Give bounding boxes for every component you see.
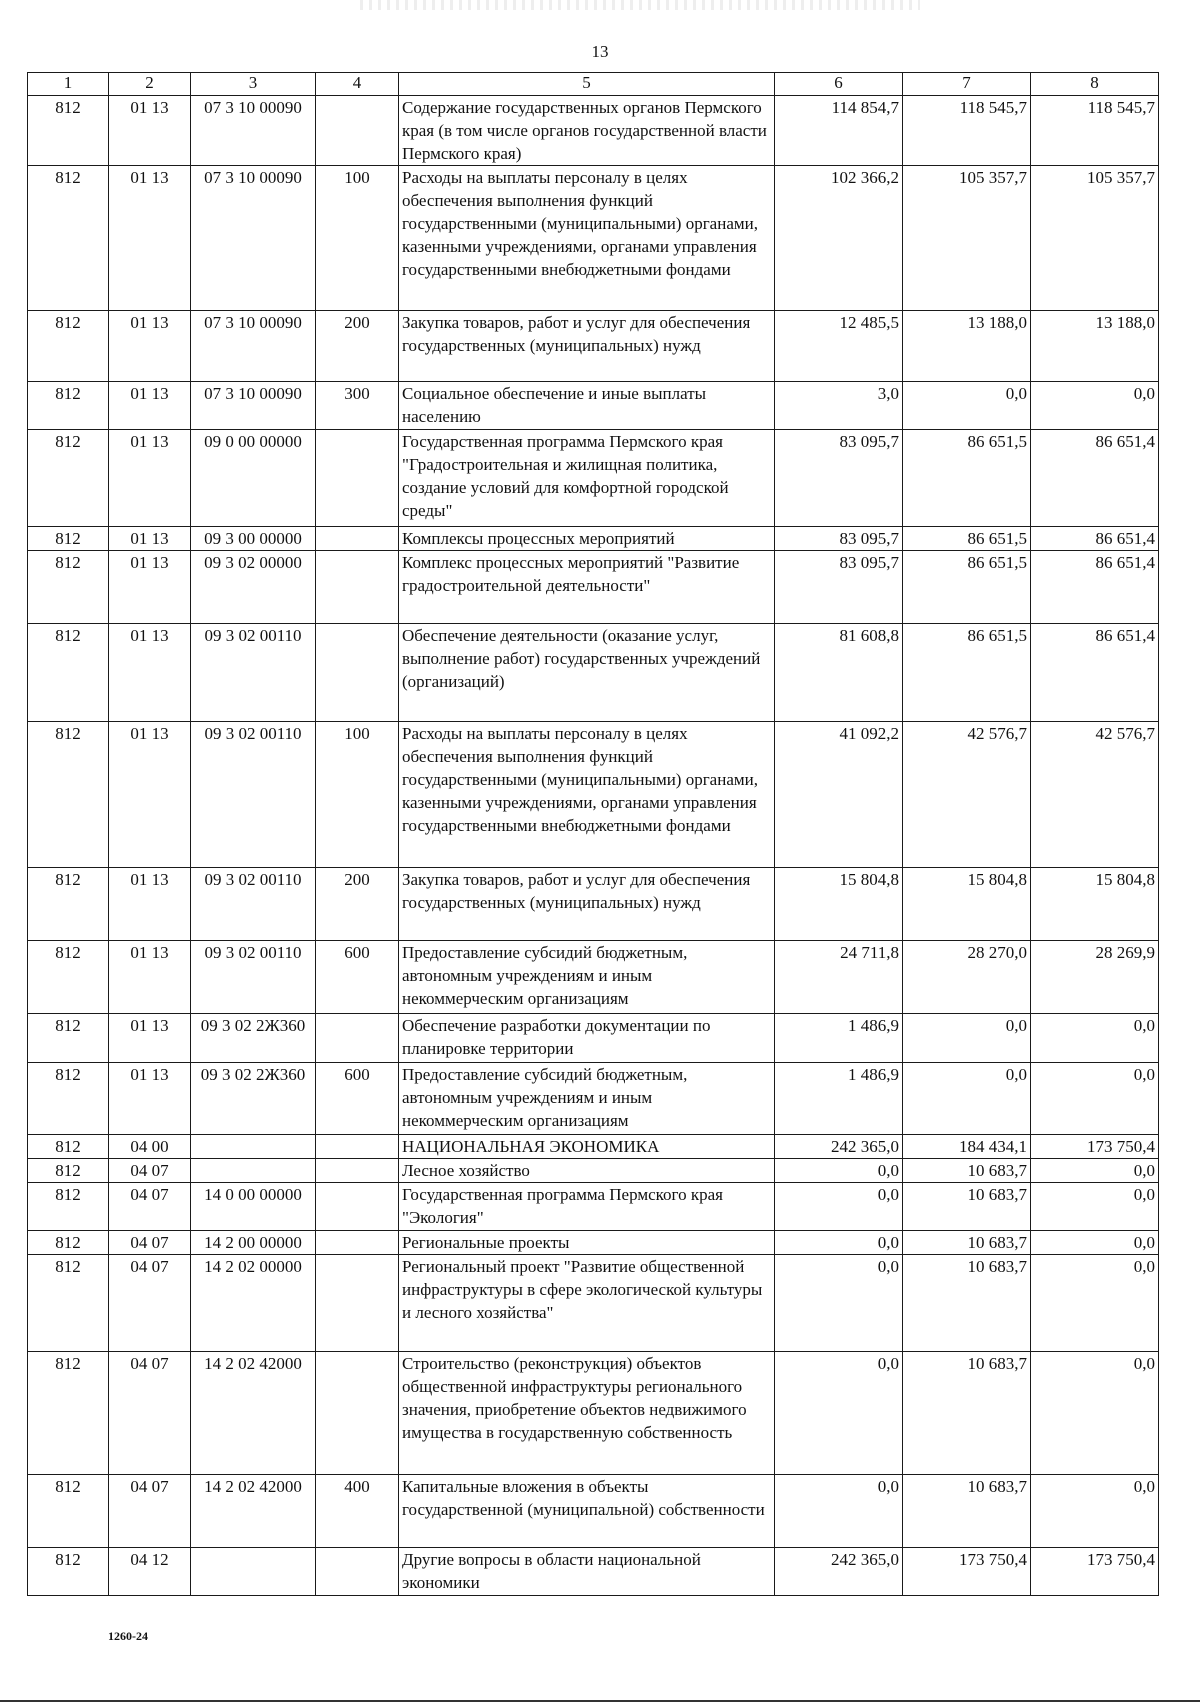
table-row [28, 96, 1159, 166]
budget-table [27, 72, 1159, 1596]
cell-section-code: 01 13 [109, 722, 191, 868]
cell-target-code [191, 1159, 316, 1183]
cell-ministry-code: 812 [28, 551, 109, 624]
cell-description: Лесное хозяйство [399, 1159, 775, 1183]
cell-expense-type [316, 1135, 399, 1159]
table-header-row [28, 73, 1159, 96]
column-header: 7 [903, 73, 1031, 96]
table-row [28, 311, 1159, 382]
cell-expense-type: 200 [316, 868, 399, 941]
table-row [28, 1183, 1159, 1231]
table-row [28, 166, 1159, 311]
cell-amount-col6: 12 485,5 [775, 311, 903, 382]
cell-expense-type: 600 [316, 1063, 399, 1135]
cell-expense-type: 600 [316, 941, 399, 1014]
cell-section-code: 01 13 [109, 311, 191, 382]
table-row [28, 1231, 1159, 1255]
cell-expense-type [316, 430, 399, 527]
cell-amount-col7: 10 683,7 [903, 1231, 1031, 1255]
cell-amount-col7: 173 750,4 [903, 1548, 1031, 1596]
cell-amount-col6: 242 365,0 [775, 1135, 903, 1159]
cell-ministry-code: 812 [28, 941, 109, 1014]
cell-target-code: 09 3 02 00000 [191, 551, 316, 624]
cell-target-code: 14 2 02 42000 [191, 1352, 316, 1475]
cell-amount-col8: 86 651,4 [1031, 551, 1159, 624]
cell-amount-col7: 10 683,7 [903, 1159, 1031, 1183]
column-header: 4 [316, 73, 399, 96]
cell-section-code: 01 13 [109, 868, 191, 941]
cell-amount-col7: 10 683,7 [903, 1183, 1031, 1231]
cell-description: Расходы на выплаты персоналу в целях обеспечения выполнения функций государственными (муниципальными) органами, казенными учреждениями, органами управления государственными внебюджетными фондами [399, 166, 775, 311]
page-number: 13 [591, 42, 609, 61]
cell-amount-col7: 0,0 [903, 1063, 1031, 1135]
cell-amount-col6: 83 095,7 [775, 527, 903, 551]
table-row [28, 527, 1159, 551]
cell-ministry-code: 812 [28, 382, 109, 430]
cell-target-code: 09 3 02 00110 [191, 941, 316, 1014]
cell-ministry-code: 812 [28, 1135, 109, 1159]
cell-ministry-code: 812 [28, 1231, 109, 1255]
cell-amount-col7: 13 188,0 [903, 311, 1031, 382]
cell-amount-col6: 83 095,7 [775, 551, 903, 624]
cell-amount-col6: 0,0 [775, 1475, 903, 1548]
cell-expense-type [316, 551, 399, 624]
cell-amount-col8: 173 750,4 [1031, 1548, 1159, 1596]
cell-expense-type [316, 1255, 399, 1352]
table-row [28, 1063, 1159, 1135]
cell-description: Комплексы процессных мероприятий [399, 527, 775, 551]
cell-target-code: 14 2 00 00000 [191, 1231, 316, 1255]
cell-section-code: 01 13 [109, 1063, 191, 1135]
cell-amount-col6: 102 366,2 [775, 166, 903, 311]
cell-section-code: 04 07 [109, 1183, 191, 1231]
cell-section-code: 04 07 [109, 1352, 191, 1475]
cell-ministry-code: 812 [28, 1159, 109, 1183]
cell-amount-col7: 118 545,7 [903, 96, 1031, 166]
cell-amount-col8: 0,0 [1031, 382, 1159, 430]
table-row [28, 1014, 1159, 1063]
cell-target-code: 09 3 02 00110 [191, 624, 316, 722]
cell-expense-type [316, 1352, 399, 1475]
cell-target-code: 14 2 02 42000 [191, 1475, 316, 1548]
cell-amount-col6: 83 095,7 [775, 430, 903, 527]
column-header: 8 [1031, 73, 1159, 96]
table-row [28, 1159, 1159, 1183]
column-header: 3 [191, 73, 316, 96]
cell-amount-col7: 0,0 [903, 1014, 1031, 1063]
cell-expense-type [316, 624, 399, 722]
cell-amount-col8: 0,0 [1031, 1231, 1159, 1255]
cell-ministry-code: 812 [28, 624, 109, 722]
scan-artifact [360, 0, 920, 10]
cell-amount-col7: 42 576,7 [903, 722, 1031, 868]
cell-amount-col8: 13 188,0 [1031, 311, 1159, 382]
cell-description: Капитальные вложения в объекты государственной (муниципальной) собственности [399, 1475, 775, 1548]
cell-ministry-code: 812 [28, 1352, 109, 1475]
table-row [28, 1475, 1159, 1548]
cell-description: Региональный проект "Развитие общественной инфраструктуры в сфере экологической культуры и лесного хозяйства" [399, 1255, 775, 1352]
cell-description: Комплекс процессных мероприятий "Развитие градостроительной деятельности" [399, 551, 775, 624]
cell-expense-type [316, 1014, 399, 1063]
cell-amount-col6: 41 092,2 [775, 722, 903, 868]
cell-amount-col8: 0,0 [1031, 1014, 1159, 1063]
cell-target-code: 09 3 00 00000 [191, 527, 316, 551]
table-row [28, 430, 1159, 527]
scan-edge-line [0, 1700, 1200, 1702]
cell-amount-col8: 0,0 [1031, 1255, 1159, 1352]
column-header: 2 [109, 73, 191, 96]
column-header: 6 [775, 73, 903, 96]
cell-amount-col8: 86 651,4 [1031, 430, 1159, 527]
cell-amount-col8: 0,0 [1031, 1183, 1159, 1231]
cell-description: Другие вопросы в области национальной экономики [399, 1548, 775, 1596]
table-row [28, 868, 1159, 941]
cell-amount-col6: 1 486,9 [775, 1014, 903, 1063]
cell-target-code: 09 3 02 2Ж360 [191, 1014, 316, 1063]
table-row [28, 941, 1159, 1014]
cell-section-code: 01 13 [109, 551, 191, 624]
cell-section-code: 04 00 [109, 1135, 191, 1159]
cell-section-code: 04 07 [109, 1255, 191, 1352]
cell-expense-type [316, 1548, 399, 1596]
cell-target-code: 07 3 10 00090 [191, 166, 316, 311]
cell-ministry-code: 812 [28, 430, 109, 527]
table-row [28, 1548, 1159, 1596]
cell-expense-type [316, 96, 399, 166]
cell-amount-col6: 0,0 [775, 1159, 903, 1183]
cell-amount-col6: 0,0 [775, 1255, 903, 1352]
cell-amount-col6: 15 804,8 [775, 868, 903, 941]
cell-amount-col6: 242 365,0 [775, 1548, 903, 1596]
cell-section-code: 01 13 [109, 382, 191, 430]
cell-description: НАЦИОНАЛЬНАЯ ЭКОНОМИКА [399, 1135, 775, 1159]
document-code: 1260-24 [108, 1629, 148, 1643]
cell-expense-type [316, 1231, 399, 1255]
cell-section-code: 01 13 [109, 96, 191, 166]
cell-ministry-code: 812 [28, 1475, 109, 1548]
cell-section-code: 01 13 [109, 527, 191, 551]
cell-amount-col6: 1 486,9 [775, 1063, 903, 1135]
cell-target-code: 09 3 02 00110 [191, 868, 316, 941]
cell-ministry-code: 812 [28, 527, 109, 551]
cell-target-code: 09 3 02 00110 [191, 722, 316, 868]
cell-amount-col8: 105 357,7 [1031, 166, 1159, 311]
cell-section-code: 01 13 [109, 166, 191, 311]
table-row [28, 1135, 1159, 1159]
cell-expense-type: 400 [316, 1475, 399, 1548]
cell-expense-type [316, 1183, 399, 1231]
cell-description: Закупка товаров, работ и услуг для обеспечения государственных (муниципальных) нужд [399, 868, 775, 941]
cell-amount-col7: 86 651,5 [903, 624, 1031, 722]
cell-section-code: 01 13 [109, 1014, 191, 1063]
cell-amount-col8: 28 269,9 [1031, 941, 1159, 1014]
cell-target-code: 09 3 02 2Ж360 [191, 1063, 316, 1135]
cell-ministry-code: 812 [28, 96, 109, 166]
cell-amount-col8: 173 750,4 [1031, 1135, 1159, 1159]
cell-section-code: 01 13 [109, 430, 191, 527]
cell-description: Закупка товаров, работ и услуг для обеспечения государственных (муниципальных) нужд [399, 311, 775, 382]
cell-section-code: 04 07 [109, 1231, 191, 1255]
cell-amount-col8: 0,0 [1031, 1063, 1159, 1135]
cell-section-code: 04 07 [109, 1475, 191, 1548]
cell-amount-col6: 24 711,8 [775, 941, 903, 1014]
cell-amount-col7: 86 651,5 [903, 430, 1031, 527]
cell-amount-col7: 10 683,7 [903, 1352, 1031, 1475]
cell-amount-col6: 0,0 [775, 1183, 903, 1231]
cell-target-code: 07 3 10 00090 [191, 311, 316, 382]
table-row [28, 1255, 1159, 1352]
cell-section-code: 01 13 [109, 624, 191, 722]
cell-section-code: 01 13 [109, 941, 191, 1014]
cell-amount-col7: 15 804,8 [903, 868, 1031, 941]
cell-description: Обеспечение разработки документации по планировке территории [399, 1014, 775, 1063]
cell-target-code: 07 3 10 00090 [191, 96, 316, 166]
cell-amount-col7: 10 683,7 [903, 1255, 1031, 1352]
cell-amount-col8: 42 576,7 [1031, 722, 1159, 868]
cell-amount-col6: 114 854,7 [775, 96, 903, 166]
cell-amount-col7: 86 651,5 [903, 527, 1031, 551]
cell-ministry-code: 812 [28, 722, 109, 868]
cell-description: Содержание государственных органов Пермского края (в том числе органов государственной власти Пермского края) [399, 96, 775, 166]
cell-target-code [191, 1135, 316, 1159]
cell-expense-type [316, 1159, 399, 1183]
column-header: 1 [28, 73, 109, 96]
cell-ministry-code: 812 [28, 1255, 109, 1352]
cell-description: Социальное обеспечение и иные выплаты населению [399, 382, 775, 430]
cell-amount-col7: 105 357,7 [903, 166, 1031, 311]
cell-amount-col8: 0,0 [1031, 1159, 1159, 1183]
cell-ministry-code: 812 [28, 311, 109, 382]
column-header: 5 [399, 73, 775, 96]
cell-amount-col8: 15 804,8 [1031, 868, 1159, 941]
cell-ministry-code: 812 [28, 1063, 109, 1135]
cell-description: Обеспечение деятельности (оказание услуг, выполнение работ) государственных учреждений (организаций) [399, 624, 775, 722]
cell-target-code: 14 0 00 00000 [191, 1183, 316, 1231]
cell-description: Региональные проекты [399, 1231, 775, 1255]
cell-ministry-code: 812 [28, 1183, 109, 1231]
table-row [28, 722, 1159, 868]
cell-target-code: 14 2 02 00000 [191, 1255, 316, 1352]
cell-description: Государственная программа Пермского края "Градостроительная и жилищная политика, создание условий для комфортной городской среды" [399, 430, 775, 527]
cell-amount-col7: 10 683,7 [903, 1475, 1031, 1548]
cell-amount-col6: 3,0 [775, 382, 903, 430]
cell-amount-col7: 184 434,1 [903, 1135, 1031, 1159]
cell-target-code [191, 1548, 316, 1596]
table-row [28, 1352, 1159, 1475]
cell-amount-col7: 0,0 [903, 382, 1031, 430]
cell-amount-col8: 0,0 [1031, 1475, 1159, 1548]
table-row [28, 624, 1159, 722]
cell-section-code: 04 07 [109, 1159, 191, 1183]
cell-description: Предоставление субсидий бюджетным, автономным учреждениям и иным некоммерческим организациям [399, 1063, 775, 1135]
cell-target-code: 07 3 10 00090 [191, 382, 316, 430]
cell-section-code: 04 12 [109, 1548, 191, 1596]
cell-ministry-code: 812 [28, 868, 109, 941]
cell-amount-col7: 28 270,0 [903, 941, 1031, 1014]
cell-expense-type: 100 [316, 722, 399, 868]
cell-amount-col7: 86 651,5 [903, 551, 1031, 624]
cell-description: Расходы на выплаты персоналу в целях обеспечения выполнения функций государственными (муниципальными) органами, казенными учреждениями, органами управления государственными внебюджетными фондами [399, 722, 775, 868]
cell-ministry-code: 812 [28, 1548, 109, 1596]
cell-description: Государственная программа Пермского края "Экология" [399, 1183, 775, 1231]
cell-expense-type: 200 [316, 311, 399, 382]
cell-amount-col8: 0,0 [1031, 1352, 1159, 1475]
cell-expense-type: 100 [316, 166, 399, 311]
cell-target-code: 09 0 00 00000 [191, 430, 316, 527]
cell-amount-col8: 86 651,4 [1031, 624, 1159, 722]
cell-amount-col8: 86 651,4 [1031, 527, 1159, 551]
cell-expense-type [316, 527, 399, 551]
cell-amount-col6: 81 608,8 [775, 624, 903, 722]
table-row [28, 382, 1159, 430]
cell-ministry-code: 812 [28, 166, 109, 311]
cell-expense-type: 300 [316, 382, 399, 430]
cell-ministry-code: 812 [28, 1014, 109, 1063]
cell-amount-col6: 0,0 [775, 1231, 903, 1255]
cell-description: Предоставление субсидий бюджетным, автономным учреждениям и иным некоммерческим организациям [399, 941, 775, 1014]
table-row [28, 551, 1159, 624]
cell-description: Строительство (реконструкция) объектов общественной инфраструктуры регионального значения, приобретение объектов недвижимого имущества в государственную собственность [399, 1352, 775, 1475]
cell-amount-col6: 0,0 [775, 1352, 903, 1475]
cell-amount-col8: 118 545,7 [1031, 96, 1159, 166]
